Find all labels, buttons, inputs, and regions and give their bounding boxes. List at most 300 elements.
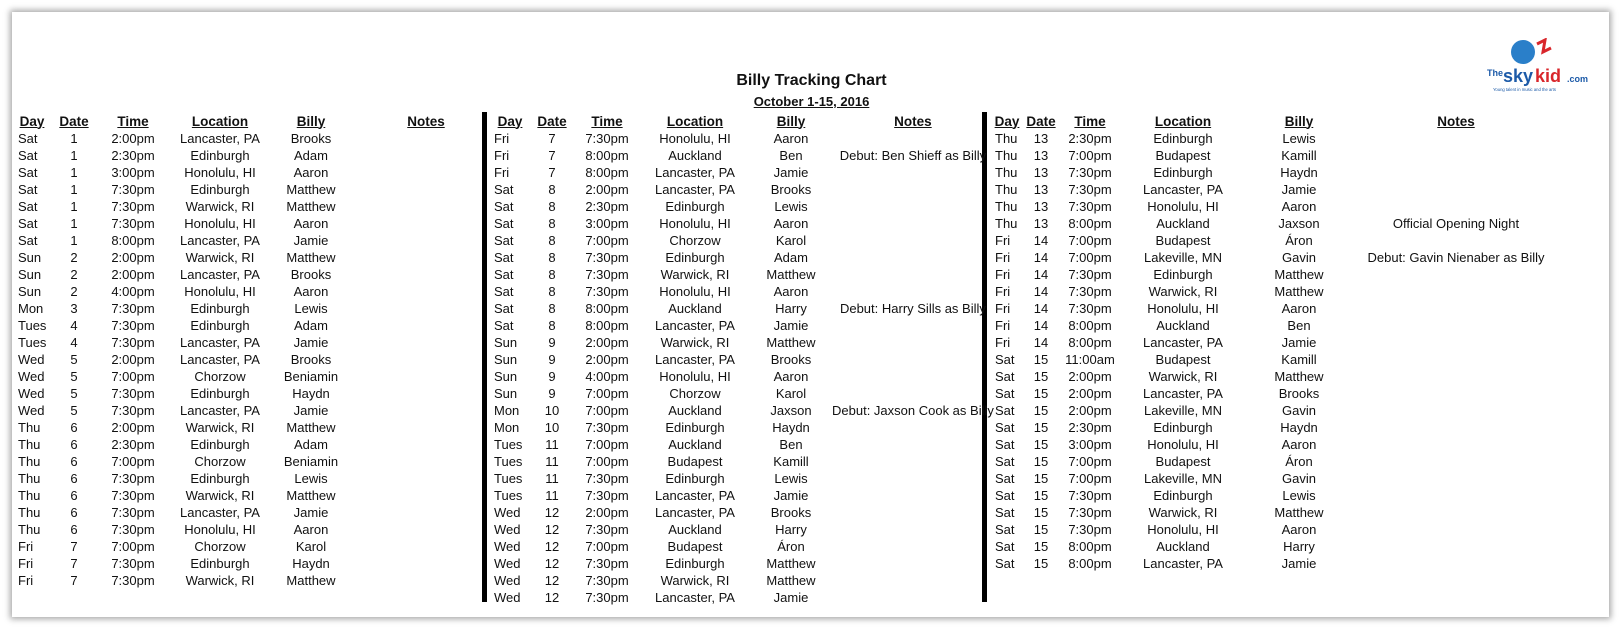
location-cell: Lancaster, PA (180, 352, 260, 367)
date-cell: 4 (70, 335, 78, 350)
notes-cell (832, 521, 994, 538)
billy-cell: Karol (775, 386, 807, 401)
billy-cell: Haydn (772, 420, 810, 435)
table-row (14, 215, 502, 232)
time-cell: 7:30pm (1068, 199, 1112, 214)
svg-text:kid: kid (1535, 66, 1562, 86)
time-cell: 3:00pm (1068, 437, 1112, 452)
day-cell: Sat (995, 488, 1015, 503)
day-cell: Wed (494, 556, 521, 571)
header-location: Location (191, 113, 249, 129)
table-row (14, 164, 502, 181)
notes-cell (1353, 164, 1559, 181)
time-cell: 2:30pm (1068, 131, 1112, 146)
table-row (490, 470, 994, 487)
billy-cell: Matthew (1274, 369, 1324, 384)
billy-cell: Áron (1285, 233, 1313, 248)
header-notes: Notes (894, 113, 932, 129)
billy-cell: Aaron (1281, 437, 1317, 452)
date-cell: 12 (544, 539, 560, 554)
location-cell: Chorzow (194, 454, 246, 469)
day-cell: Sat (494, 250, 514, 265)
time-cell: 8:00pm (585, 165, 629, 180)
notes-cell (1353, 283, 1559, 300)
notes-cell: Debut: Gavin Nienaber as Billy (1367, 250, 1545, 265)
billy-cell: Brooks (290, 352, 332, 367)
time-cell: 7:30pm (585, 420, 629, 435)
day-cell: Sat (494, 301, 514, 316)
logo-globe-icon (1511, 40, 1535, 64)
header-day: Day (19, 113, 45, 129)
billy-cell: Jamie (1281, 182, 1317, 197)
notes-cell (350, 198, 502, 215)
notes-cell (832, 504, 994, 521)
date-cell: 15 (1033, 505, 1049, 520)
day-cell: Tues (494, 454, 523, 469)
time-cell: 8:00pm (585, 318, 629, 333)
notes-cell (350, 419, 502, 436)
location-cell: Warwick, RI (185, 420, 255, 435)
billy-cell: Aaron (1281, 301, 1317, 316)
day-cell: Sat (494, 318, 514, 333)
notes-cell (1353, 470, 1559, 487)
date-cell: 15 (1033, 369, 1049, 384)
notes-cell (350, 453, 502, 470)
date-cell: 7 (548, 165, 556, 180)
date-cell: 14 (1033, 284, 1049, 299)
time-cell: 2:00pm (111, 420, 155, 435)
billy-cell: Harry (775, 522, 807, 537)
day-cell: Sat (995, 539, 1015, 554)
location-cell: Honolulu, HI (659, 216, 731, 231)
location-cell: Warwick, RI (185, 199, 255, 214)
time-cell: 2:00pm (111, 352, 155, 367)
table-row (991, 215, 1559, 232)
date-cell: 14 (1033, 233, 1049, 248)
time-cell: 8:00pm (585, 301, 629, 316)
time-cell: 7:30pm (1068, 165, 1112, 180)
table-row (991, 351, 1559, 368)
time-cell: 2:00pm (1068, 369, 1112, 384)
time-cell: 2:30pm (1068, 420, 1112, 435)
location-cell: Honolulu, HI (184, 284, 256, 299)
location-cell: Edinburgh (1153, 420, 1213, 435)
location-cell: Lancaster, PA (655, 318, 735, 333)
time-cell: 2:00pm (111, 250, 155, 265)
schedule-table (991, 112, 1559, 572)
location-cell: Lancaster, PA (655, 165, 735, 180)
date-cell: 15 (1033, 420, 1049, 435)
notes-cell (1353, 232, 1559, 249)
day-cell: Thu (995, 182, 1018, 197)
day-cell: Fri (995, 301, 1011, 316)
billy-cell: Gavin (1282, 471, 1316, 486)
billy-cell: Aaron (1281, 199, 1317, 214)
notes-cell (832, 385, 994, 402)
billy-cell: Kamill (1281, 148, 1317, 163)
header-day: Day (994, 113, 1020, 129)
location-cell: Budapest (667, 454, 723, 469)
page-title: Billy Tracking Chart (736, 72, 887, 89)
location-cell: Auckland (668, 301, 722, 316)
location-cell: Honolulu, HI (184, 165, 256, 180)
date-cell: 5 (70, 386, 78, 401)
day-cell: Wed (494, 539, 521, 554)
location-cell: Lancaster, PA (180, 335, 260, 350)
time-cell: 8:00pm (585, 148, 629, 163)
billy-cell: Haydn (292, 386, 330, 401)
location-cell: Warwick, RI (185, 573, 255, 588)
day-cell: Fri (494, 148, 510, 163)
header-time: Time (591, 113, 623, 129)
location-cell: Budapest (667, 539, 723, 554)
day-cell: Fri (995, 284, 1011, 299)
notes-cell (832, 555, 994, 572)
table-row (991, 487, 1559, 504)
date-cell: 9 (548, 335, 556, 350)
notes-cell (832, 470, 994, 487)
billy-cell: Áron (777, 539, 805, 554)
table-row (991, 436, 1559, 453)
date-cell: 6 (70, 454, 78, 469)
notes-cell (832, 419, 994, 436)
day-cell: Sat (18, 182, 38, 197)
date-cell: 3 (70, 301, 78, 316)
billy-cell: Karol (775, 233, 807, 248)
notes-cell (1353, 385, 1559, 402)
table-row (490, 147, 994, 164)
billy-cell: Adam (294, 148, 328, 163)
billy-cell: Matthew (286, 488, 336, 503)
location-cell: Auckland (1156, 539, 1210, 554)
date-cell: 14 (1033, 250, 1049, 265)
table-row (490, 317, 994, 334)
time-cell: 7:30pm (111, 471, 155, 486)
billy-cell: Gavin (1282, 403, 1316, 418)
svg-text:.com: .com (1567, 74, 1589, 84)
time-cell: 7:30pm (111, 573, 155, 588)
table-row (490, 334, 994, 351)
header-time: Time (1074, 113, 1106, 129)
billy-cell: Matthew (286, 420, 336, 435)
billy-cell: Ben (1287, 318, 1311, 333)
notes-cell (832, 487, 994, 504)
notes-cell (1353, 453, 1559, 470)
billy-cell: Adam (294, 437, 328, 452)
time-cell: 7:30pm (585, 267, 629, 282)
date-cell: 6 (70, 488, 78, 503)
time-cell: 7:00pm (1068, 471, 1112, 486)
billy-cell: Haydn (1280, 165, 1318, 180)
location-cell: Auckland (668, 437, 722, 452)
header-date: Date (59, 113, 89, 129)
table-header-row (14, 112, 502, 130)
date-cell: 5 (70, 352, 78, 367)
day-cell: Sat (18, 165, 38, 180)
day-cell: Wed (494, 522, 521, 537)
day-cell: Fri (494, 165, 510, 180)
date-cell: 12 (544, 556, 560, 571)
table-row (490, 215, 994, 232)
location-cell: Edinburgh (665, 556, 725, 571)
location-cell: Warwick, RI (660, 573, 730, 588)
table-row (991, 181, 1559, 198)
billy-cell: Lewis (294, 301, 328, 316)
location-cell: Honolulu, HI (1147, 437, 1219, 452)
billy-cell: Jaxson (770, 403, 812, 418)
date-cell: 9 (548, 352, 556, 367)
date-cell: 5 (70, 369, 78, 384)
location-cell: Warwick, RI (660, 267, 730, 282)
billy-cell: Lewis (774, 199, 808, 214)
date-cell: 13 (1033, 216, 1049, 231)
notes-cell (350, 164, 502, 181)
day-cell: Sat (494, 267, 514, 282)
day-cell: Tues (494, 437, 523, 452)
date-cell: 11 (545, 437, 559, 452)
date-cell: 8 (548, 233, 556, 248)
location-cell: Warwick, RI (1148, 369, 1218, 384)
date-cell: 15 (1033, 386, 1049, 401)
day-cell: Tues (18, 335, 47, 350)
day-cell: Sun (18, 284, 42, 299)
billy-cell: Jamie (773, 590, 809, 605)
billy-cell: Jamie (1281, 556, 1317, 571)
day-cell: Fri (18, 573, 34, 588)
header-billy: Billy (776, 113, 806, 129)
day-cell: Thu (995, 216, 1018, 231)
billy-cell: Matthew (286, 199, 336, 214)
day-cell: Tues (18, 318, 47, 333)
notes-cell (832, 266, 994, 283)
notes-cell (350, 555, 502, 572)
table-row (14, 181, 502, 198)
notes-cell (1353, 147, 1559, 164)
header-date: Date (1026, 113, 1056, 129)
date-cell: 1 (70, 131, 78, 146)
date-cell: 15 (1033, 403, 1049, 418)
billy-cell: Brooks (770, 505, 812, 520)
location-cell: Lancaster, PA (180, 131, 260, 146)
table-row (991, 368, 1559, 385)
date-cell: 14 (1033, 267, 1049, 282)
billy-cell: Beniamin (283, 454, 339, 469)
table-row (991, 317, 1559, 334)
notes-cell: Debut: Ben Shieff as Billy (839, 148, 987, 163)
table-row (490, 589, 994, 606)
time-cell: 7:00pm (111, 454, 155, 469)
time-cell: 7:30pm (585, 471, 629, 486)
location-cell: Chorzow (669, 233, 721, 248)
table-row (14, 368, 502, 385)
time-cell: 7:30pm (1068, 488, 1112, 503)
day-cell: Sat (995, 556, 1015, 571)
time-cell: 7:30pm (585, 573, 629, 588)
time-cell: 11:00am (1065, 352, 1115, 367)
billy-cell: Matthew (286, 182, 336, 197)
day-cell: Thu (18, 437, 41, 452)
notes-cell (832, 198, 994, 215)
time-cell: 7:30pm (1068, 522, 1112, 537)
table-row (490, 385, 994, 402)
logo-figure-icon (1537, 40, 1551, 52)
header-notes: Notes (1437, 113, 1475, 129)
table-row (490, 351, 994, 368)
billy-cell: Beniamin (283, 369, 339, 384)
time-cell: 7:30pm (585, 131, 629, 146)
date-cell: 15 (1033, 437, 1049, 452)
time-cell: 7:30pm (111, 182, 155, 197)
table-row (991, 232, 1559, 249)
table-row (991, 538, 1559, 555)
location-cell: Lancaster, PA (655, 352, 735, 367)
billy-cell: Ben (779, 437, 803, 452)
date-cell: 6 (70, 471, 78, 486)
table-row (490, 130, 994, 147)
day-cell: Sat (995, 386, 1015, 401)
notes-cell (1353, 130, 1559, 147)
table-row (991, 521, 1559, 538)
table-row (991, 470, 1559, 487)
time-cell: 2:30pm (111, 437, 155, 452)
date-cell: 6 (70, 437, 78, 452)
date-cell: 2 (70, 284, 78, 299)
location-cell: Lancaster, PA (1143, 386, 1223, 401)
notes-cell (350, 538, 502, 555)
schedule-section-2 (490, 112, 994, 606)
date-cell: 2 (70, 250, 78, 265)
table-row (14, 198, 502, 215)
date-cell: 12 (544, 573, 560, 588)
notes-cell (1353, 334, 1559, 351)
billy-cell: Jaxson (1278, 216, 1320, 231)
table-row (14, 470, 502, 487)
location-cell: Edinburgh (190, 386, 250, 401)
header-billy: Billy (296, 113, 326, 129)
billy-cell: Jamie (773, 318, 809, 333)
notes-cell (1353, 300, 1559, 317)
table-row (991, 164, 1559, 181)
date-cell: 1 (70, 233, 78, 248)
date-cell: 13 (1033, 131, 1049, 146)
date-cell: 10 (544, 420, 560, 435)
location-cell: Lancaster, PA (1143, 182, 1223, 197)
day-cell: Sat (494, 284, 514, 299)
billy-cell: Karol (295, 539, 327, 554)
table-row (14, 334, 502, 351)
billy-cell: Harry (775, 301, 807, 316)
table-row (991, 402, 1559, 419)
table-row (14, 232, 502, 249)
date-cell: 7 (70, 556, 78, 571)
day-cell: Sat (494, 216, 514, 231)
day-cell: Thu (18, 471, 41, 486)
table-row (991, 147, 1559, 164)
date-cell: 15 (1033, 471, 1049, 486)
day-cell: Thu (995, 148, 1018, 163)
location-cell: Warwick, RI (660, 335, 730, 350)
table-row (490, 249, 994, 266)
table-row (991, 130, 1559, 147)
date-cell: 8 (548, 199, 556, 214)
location-cell: Chorzow (194, 539, 246, 554)
billy-cell: Matthew (286, 250, 336, 265)
day-cell: Fri (995, 250, 1011, 265)
time-cell: 2:00pm (111, 267, 155, 282)
billy-cell: Jamie (293, 505, 329, 520)
location-cell: Warwick, RI (1148, 505, 1218, 520)
header-day: Day (497, 113, 523, 129)
location-cell: Lakeville, MN (1143, 403, 1223, 418)
billy-cell: Aaron (773, 284, 809, 299)
day-cell: Fri (18, 556, 34, 571)
location-cell: Honolulu, HI (659, 131, 731, 146)
location-cell: Edinburgh (190, 318, 250, 333)
notes-cell (350, 351, 502, 368)
billy-cell: Gavin (1282, 250, 1316, 265)
notes-cell (350, 215, 502, 232)
notes-cell: Official Opening Night (1392, 216, 1520, 231)
svg-text:sky: sky (1503, 66, 1534, 86)
day-cell: Sun (18, 267, 42, 282)
notes-cell (1353, 487, 1559, 504)
location-cell: Budapest (1155, 233, 1211, 248)
table-row (490, 436, 994, 453)
day-cell: Wed (494, 505, 521, 520)
time-cell: 7:00pm (585, 233, 629, 248)
table-row (991, 283, 1559, 300)
location-cell: Edinburgh (1153, 267, 1213, 282)
notes-cell (832, 164, 994, 181)
table-row (490, 402, 994, 419)
time-cell: 7:30pm (585, 284, 629, 299)
date-cell: 6 (70, 505, 78, 520)
date-cell: 8 (548, 250, 556, 265)
billy-cell: Aaron (773, 216, 809, 231)
billy-cell: Matthew (766, 267, 816, 282)
notes-cell (832, 181, 994, 198)
billy-cell: Aaron (773, 131, 809, 146)
day-cell: Tues (494, 471, 523, 486)
table-row (490, 504, 994, 521)
notes-cell (832, 283, 994, 300)
notes-cell (832, 572, 994, 589)
billy-cell: Matthew (1274, 284, 1324, 299)
time-cell: 7:00pm (585, 539, 629, 554)
date-cell: 14 (1033, 301, 1049, 316)
table-row (14, 453, 502, 470)
table-row (490, 521, 994, 538)
notes-cell (832, 334, 994, 351)
time-cell: 2:00pm (111, 131, 155, 146)
location-cell: Auckland (668, 403, 722, 418)
billy-cell: Jamie (773, 165, 809, 180)
date-cell: 7 (548, 131, 556, 146)
day-cell: Wed (494, 590, 521, 605)
date-cell: 7 (70, 573, 78, 588)
billy-cell: Harry (1283, 539, 1315, 554)
time-cell: 7:30pm (111, 199, 155, 214)
location-cell: Edinburgh (1153, 165, 1213, 180)
svg-text:The: The (1487, 68, 1504, 78)
date-cell: 15 (1033, 488, 1049, 503)
day-cell: Sat (995, 505, 1015, 520)
time-cell: 4:00pm (111, 284, 155, 299)
date-cell: 6 (70, 522, 78, 537)
location-cell: Edinburgh (190, 437, 250, 452)
billy-cell: Lewis (1282, 131, 1316, 146)
date-cell: 7 (548, 148, 556, 163)
